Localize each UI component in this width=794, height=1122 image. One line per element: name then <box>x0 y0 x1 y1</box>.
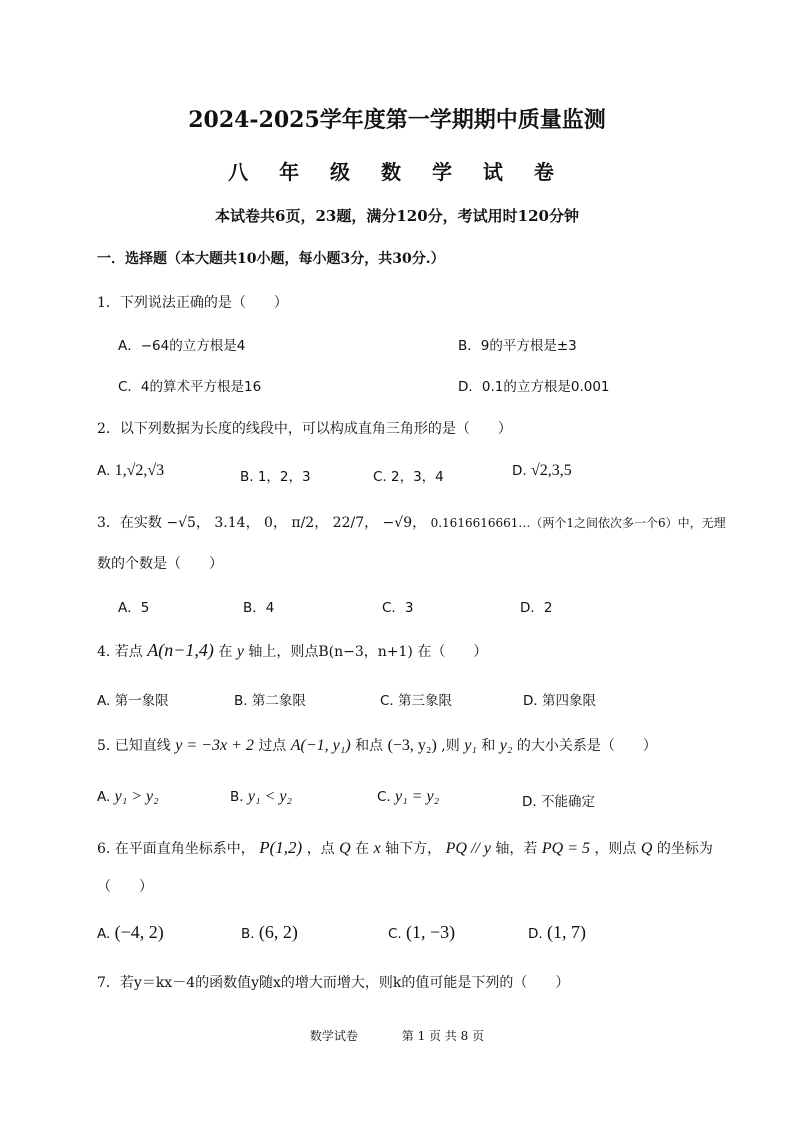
y1-symbol: y₁ <box>464 737 477 754</box>
point-b: (−3, y₂) <box>387 737 437 754</box>
number-item: 0 <box>264 515 273 531</box>
stem-text: 和 <box>481 738 496 754</box>
page-subtitle: 八 年 级 数 学 试 卷 <box>228 160 566 184</box>
stem-text: 轴上，则点B(n−3，n+1) 在（ ） <box>248 644 488 660</box>
number-item: π/2 <box>291 515 315 531</box>
option-label: A. <box>97 463 111 479</box>
stem-text: 轴下方， <box>385 841 442 857</box>
stem-text: ,则 <box>441 738 460 754</box>
question-2-option-c: C. 2，3，4 <box>373 469 444 485</box>
question-2-stem: 2．以下列数据为长度的线段中，可以构成直角三角形的是（ ） <box>97 421 512 437</box>
stem-text: 的大小关系是（ ） <box>516 738 657 754</box>
question-6-option-d <box>528 922 586 943</box>
option-math: (1, 7) <box>546 922 586 942</box>
question-6-stem <box>97 838 713 858</box>
question-6-option-c <box>388 922 455 943</box>
option-label: D. <box>512 463 527 479</box>
question-3-stem-line2: 数的个数是（ ） <box>97 556 223 572</box>
option-math: y₁ > y₂ <box>114 788 159 805</box>
exam-info: 本试卷共6页，23题，满分120分，考试用时120分钟 <box>215 207 579 225</box>
option-math: √2,3,5 <box>530 462 572 479</box>
question-5-stem <box>97 735 657 755</box>
question-5-option-c <box>377 788 439 806</box>
question-4-option-c: C. 第三象限 <box>380 693 453 709</box>
page-title: 2024-2025学年度第一学期期中质量监测 <box>188 107 606 133</box>
footer-subject: 数学试卷 <box>309 1029 358 1043</box>
option-label: B. <box>241 926 255 942</box>
question-1-option-c: C．4的算术平方根是16 <box>118 379 262 395</box>
stem-text: ，点 <box>306 841 335 857</box>
question-4-option-a: A. 第一象限 <box>97 693 169 709</box>
question-7-stem: 7．若y＝kx－4的函数值y随x的增大而增大，则k的值可能是下列的（ ） <box>97 975 570 991</box>
option-math: (−4, 2) <box>114 922 164 942</box>
stem-text: 6. 在平面直角坐标系中， <box>97 841 255 857</box>
question-1-option-a: A．−64的立方根是4 <box>118 338 246 354</box>
option-label: A. <box>97 926 111 942</box>
question-3-option-c: C．3 <box>382 600 414 616</box>
option-label: C. <box>377 789 391 805</box>
stem-text: 过点 <box>258 738 287 754</box>
line-equation: y = −3x + 2 <box>175 737 254 754</box>
question-4-stem <box>97 640 487 661</box>
option-label: D. <box>528 926 543 942</box>
point-q: Q <box>339 840 351 857</box>
question-1-stem: 1．下列说法正确的是（ ） <box>97 295 288 311</box>
option-math: (6, 2) <box>258 922 298 942</box>
stem-text: 在 <box>355 841 370 857</box>
question-5-option-b <box>230 788 292 806</box>
question-3-option-a: A．5 <box>118 600 150 616</box>
stem-text: 4. 若点 <box>97 644 143 660</box>
stem-text: 的坐标为 <box>656 841 713 857</box>
footer-page-number: 第 1 页 共 8 页 <box>401 1029 485 1043</box>
question-2-option-a <box>97 462 164 480</box>
question-6-option-a <box>97 922 164 943</box>
y2-symbol: y₂ <box>499 737 513 754</box>
question-3-stem: 3．在实数 −√5， 3.14， 0， π/2， 22/7， −√9， 0.1616616661…（两个1之间依次多一个6）中，无理 <box>97 515 726 531</box>
point-q: Q <box>640 840 653 857</box>
axis-symbol: y <box>236 643 244 660</box>
option-math: y₁ < y₂ <box>247 788 292 805</box>
question-3-option-b: B．4 <box>243 600 275 616</box>
stem-text: 和点 <box>355 738 384 754</box>
question-4-option-b: B. 第二象限 <box>234 693 306 709</box>
question-6-option-b <box>241 922 298 943</box>
option-label: A. <box>97 789 111 805</box>
stem-text: 5. 已知直线 <box>97 738 171 754</box>
number-item: −√5 <box>166 515 196 531</box>
number-item: 3.14 <box>214 515 246 531</box>
point-p: P(1,2) <box>259 838 303 857</box>
option-label: B. <box>230 789 244 805</box>
question-1-option-d: D．0.1的立方根是0.001 <box>458 379 610 395</box>
question-2-option-d <box>512 462 572 480</box>
question-3-option-d: D．2 <box>520 600 553 616</box>
stem-text: 3．在实数 <box>97 515 162 531</box>
option-math: 1,√2,√3 <box>114 462 165 479</box>
stem-text: 在 <box>218 644 233 660</box>
number-item: −√9 <box>382 515 413 531</box>
section-heading: 一．选择题（本大题共10小题，每小题3分，共30分.） <box>97 251 445 267</box>
option-math: (1, −3) <box>406 922 456 942</box>
question-4-option-d: D. 第四象限 <box>523 693 596 709</box>
stem-text: 轴，若 <box>495 841 538 857</box>
question-5-option-a <box>97 788 159 806</box>
page-footer <box>0 1027 794 1044</box>
question-6-stem-line2: （ ） <box>97 879 153 895</box>
point-a: A(−1, y₁) <box>290 737 351 754</box>
number-item: 22/7 <box>332 515 365 531</box>
axis-symbol: x <box>373 840 381 857</box>
option-math: y₁ = y₂ <box>395 788 440 805</box>
question-2-option-b: B. 1，2，3 <box>240 469 311 485</box>
stem-text: ，则点 <box>594 841 637 857</box>
point-a: A(n−1,4) <box>147 640 214 660</box>
stem-text: 0.1616616661…（两个1之间依次多一个6）中，无理 <box>430 516 726 530</box>
question-5-option-d: D. 不能确定 <box>522 794 595 810</box>
question-1-option-b: B．9的平方根是±3 <box>458 338 577 354</box>
option-label: C. <box>388 926 402 942</box>
pq-parallel: PQ // y <box>445 840 491 857</box>
pq-length: PQ = 5 <box>541 840 590 857</box>
